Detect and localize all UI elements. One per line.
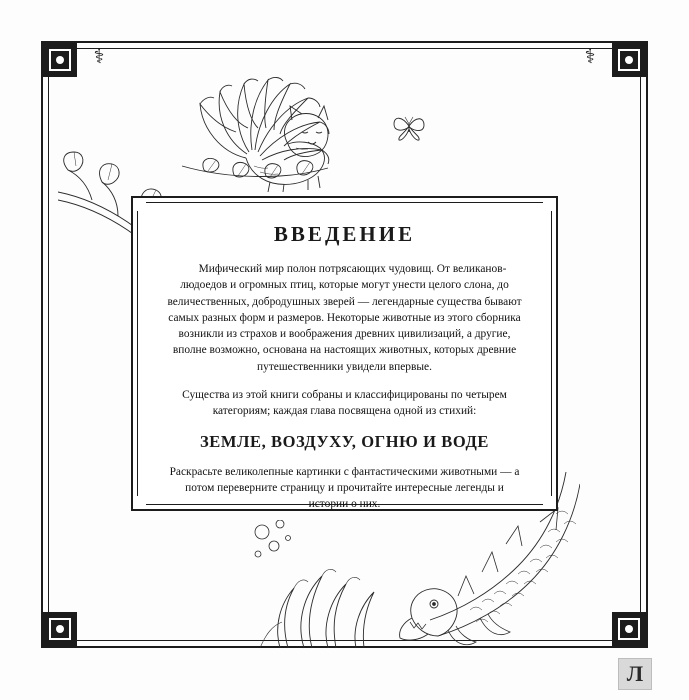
edge-ornament-left-icon: ⚕ [93, 46, 105, 68]
introduction-panel [131, 196, 558, 511]
page-title: ВВЕДЕНИЕ [273, 222, 416, 246]
corner-ornament-bottom-right [612, 612, 646, 646]
publisher-logo-glyph: Л [626, 661, 644, 686]
corner-ornament-top-left [43, 43, 77, 77]
edge-ornament-right-icon: ⚕ [584, 46, 596, 68]
corner-ornament-top-right [612, 43, 646, 77]
elements-heading: ЗЕМЛЕ, ВОЗДУХУ, ОГНЮ И ВОДЕ [199, 431, 490, 451]
intro-closing-paragraph: Раскрасьте великолепные картинки с фантастическими животными — а потом переверните страницу и прочитайте интересные легенды и истории о них. [169, 465, 520, 511]
panel-content [133, 198, 556, 513]
corner-ornament-bottom-left [43, 612, 77, 646]
intro-paragraph-2: Существа из этой книги собраны и классифицированы по четырем категориям; каждая глава посвящена одной из стихий: [182, 389, 507, 418]
intro-paragraph-1: Мифический мир полон потрясающих чудовищ. От великанов-людоедов и огромных птиц, которые могут унести целого слона, до величественных, добродушных зверей — легендарные существа бывают самых разных форм и размеров. Некоторые животные из этого сборника возникли из страхов и воображения древних цивилизаций, а другие, вполне возможно, основана на настоящих животных, которых древние путешественники увидели впервые. [167, 263, 522, 373]
publisher-logo [618, 658, 652, 690]
